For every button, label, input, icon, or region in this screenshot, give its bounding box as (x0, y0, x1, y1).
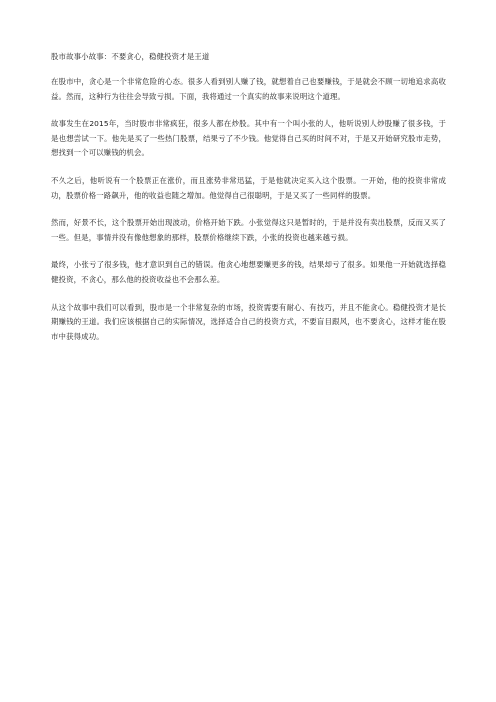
paragraph-outcome: 最终，小张亏了很多钱，他才意识到自己的错误。他贪心地想要赚更多的钱，结果却亏了很多。如果他一开始就选择稳健投资，不贪心，那么他的投资收益也不会那么差。 (51, 260, 446, 284)
paragraph-stock-fall: 然而，好景不长，这个股票开始出现波动，价格开始下跌。小张觉得这只是暂时的，于是并没有卖出股票，反而又买了一些。但是，事情并没有像他想象的那样，股票价格继续下跌，小张的投资也越来越亏损。 (51, 218, 446, 242)
paragraph-intro: 在股市中，贪心是一个非常危险的心态。很多人看到别人赚了钱，就想着自己也要赚钱，于是就会不顾一切地追求高收益。然而，这种行为往往会导致亏损。下面，我将通过一个真实的故事来说明这个道理。 (51, 77, 446, 101)
article-body (51, 51, 446, 357)
paragraph-conclusion: 从这个故事中我们可以看到，股市是一个非常复杂的市场，投资需要有耐心、有技巧，并且不能贪心。稳健投资才是长期赚钱的王道。我们应该根据自己的实际情况，选择适合自己的投资方式，不要盲目跟风，也不要贪心，这样才能在股市中获得成功。 (51, 302, 446, 341)
article-title: 股市故事小故事：不要贪心，稳健投资才是王道 (51, 52, 210, 61)
paragraph-stock-rise: 不久之后，他听说有一个股票正在涨价，而且涨势非常迅猛，于是他就决定买入这个股票。一开始，他的投资非常成功，股票价格一路飙升，他的收益也随之增加。他觉得自己很聪明，于是又买了一些同样的股票。 (51, 175, 446, 200)
paragraph-story-start: 故事发生在2015年，当时股市非常疯狂，很多人都在炒股。其中有一个叫小张的人，他听说别人炒股赚了很多钱，于是也想尝试一下。他先是买了一些热门股票，结果亏了不少钱。他觉得自己买的时间不对，于是又开始研究股市走势，想找到一个可以赚钱的机会。 (51, 119, 446, 158)
